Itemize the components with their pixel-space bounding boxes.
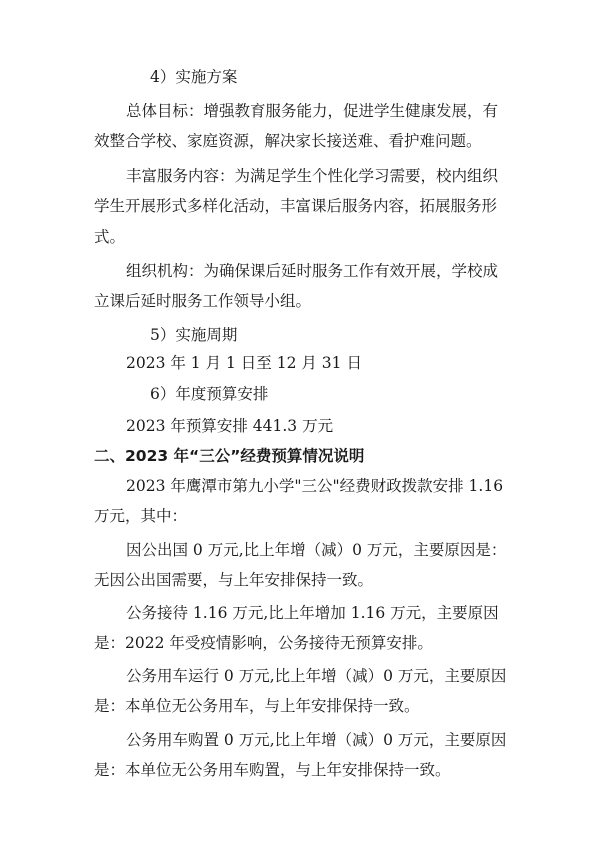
paragraph-line: 公务接待 1.16 万元,比上年增加 1.16 万元，主要原因	[126, 604, 499, 622]
paragraph-line: 组织机构：为确保课后延时服务工作有效开展，学校成	[126, 262, 499, 280]
subsection-heading-implementation-plan: 4）实施方案	[150, 68, 238, 86]
paragraph-line: 公务用车购置 0 万元,比上年增（减）0 万元，主要原因	[126, 731, 507, 749]
paragraph-line: 因公出国 0 万元,比上年增（减）0 万元，主要原因是：	[126, 541, 507, 559]
paragraph-line: 公务用车运行 0 万元,比上年增（减）0 万元，主要原因	[126, 667, 507, 685]
paragraph-line: 式。	[94, 228, 126, 246]
paragraph-line: 2023 年预算安排 441.3 万元	[126, 417, 334, 435]
paragraph-line: 效整合学校、家庭资源，解决家长接送难、看护难问题。	[94, 132, 482, 150]
subsection-heading-annual-budget: 6）年度预算安排	[150, 385, 269, 403]
paragraph-line: 立课后延时服务工作领导小组。	[94, 292, 312, 310]
paragraph-line: 是：本单位无公务用车购置，与上年安排保持一致。	[94, 761, 451, 779]
paragraph-line: 是：本单位无公务用车，与上年安排保持一致。	[94, 697, 420, 715]
subsection-heading-implementation-period: 5）实施周期	[150, 326, 238, 344]
paragraph-line: 无因公出国需要，与上年安排保持一致。	[94, 571, 374, 589]
paragraph-line: 2023 年 1 月 1 日至 12 月 31 日	[126, 354, 362, 372]
paragraph-line: 万元，其中：	[94, 507, 188, 525]
paragraph-line: 总体目标：增强教育服务能力，促进学生健康发展，有	[126, 102, 499, 120]
section-heading-three-public-expenses: 二、2023 年“三公”经费预算情况说明	[94, 447, 365, 465]
paragraph-line: 是：2022 年受疫情影响，公务接待无预算安排。	[94, 634, 433, 652]
paragraph-line: 学生开展形式多样化活动，丰富课后服务内容，拓展服务形	[94, 197, 498, 215]
paragraph-line: 2023 年鹰潭市第九小学"三公"经费财政拨款安排 1.16	[126, 477, 504, 495]
paragraph-line: 丰富服务内容：为满足学生个性化学习需要，校内组织	[126, 167, 499, 185]
